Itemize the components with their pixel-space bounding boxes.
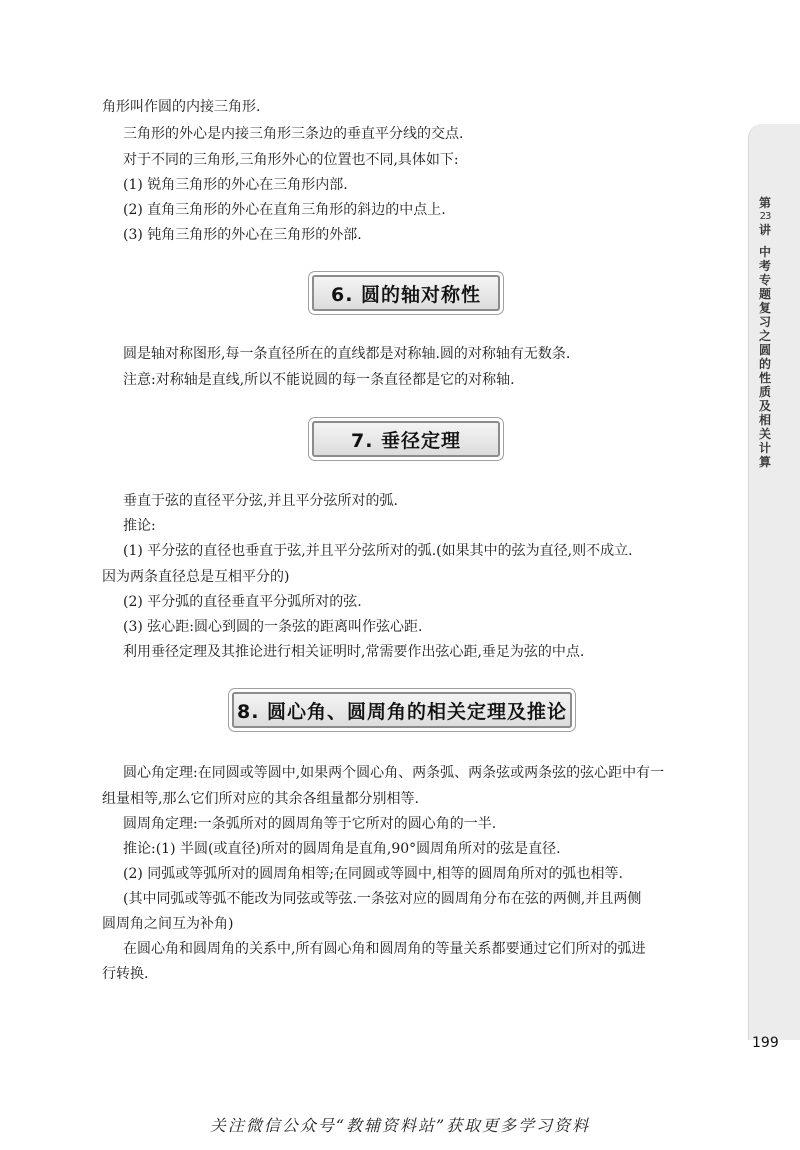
list-item: (3) 弦心距:圆心到圆的一条弦的距离叫作弦心距. [123,619,423,635]
paragraph-line: 圆周角之间互为补角) [102,916,234,932]
list-item: (2) 平分弧的直径垂直平分弧所对的弦. [123,594,362,610]
paragraph-line: 圆是轴对称图形,每一条直径所在的直线都是对称轴.圆的对称轴有无数条. [123,346,571,362]
paragraph-line: 圆心角定理:在同圆或等圆中,如果两个圆心角、两条弧、两条弦或两条弦的弦心距中有一 [123,765,665,781]
chapter-side-tab [748,124,800,1040]
paragraph-line: (其中同弧或等弧不能改为同弦或等弦.一条弦对应的圆周角分布在弦的两侧,并且两侧 [123,891,642,907]
lecture-prefix: 第 [758,196,771,210]
paragraph-line: 圆周角定理:一条弧所对的圆周角等于它所对的圆心角的一半. [123,816,497,832]
paragraph-line: 行转换. [102,966,149,982]
list-item: (3) 钝角三角形的外心在三角形的外部. [123,227,362,243]
paragraph-line: 三角形的外心是内接三角形三条边的垂直平分线的交点. [123,126,464,142]
list-item: 推论:(1) 半圆(或直径)所对的圆周角是直角,90°圆周角所对的弦是直径. [123,841,561,857]
paragraph-line: 利用垂径定理及其推论进行相关证明时,常需要作出弦心距,垂足为弦的中点. [123,644,585,660]
list-item: (1) 平分弦的直径也垂直于弦,并且平分弦所对的弧.(如果其中的弦为直径,则不成立. [123,543,633,559]
paragraph-line: 垂直于弦的直径平分弦,并且平分弦所对的弧. [123,493,398,509]
section-heading-6: 6. 圆的轴对称性 [312,275,500,311]
list-item: (2) 同弧或等弧所对的圆周角相等;在同圆或等圆中,相等的圆周角所对的弧也相等. [123,866,623,882]
page-number: 199 [752,1035,779,1051]
paragraph-line: 对于不同的三角形,三角形外心的位置也不同,具体如下: [123,152,459,168]
section-heading-8: 8. 圆心角、圆周角的相关定理及推论 [232,692,572,728]
chapter-title: 中考专题复习之圆的性质及相关计算 [758,245,771,469]
paragraph-line: 在圆心角和圆周角的关系中,所有圆心角和圆周角的等量关系都要通过它们所对的弧进 [123,941,646,957]
list-item: (2) 直角三角形的外心在直角三角形的斜边的中点上. [123,202,446,218]
section-heading-7: 7. 垂径定理 [312,421,500,457]
lecture-number: 23 [759,211,771,222]
chapter-label [758,196,772,469]
paragraph-line: 组量相等,那么它们所对应的其余各组量都分别相等. [102,791,419,807]
lecture-suffix: 讲 [758,223,771,237]
footer-promo: 关注微信公众号“教辅资料站”获取更多学习资料 [209,1116,591,1135]
note-line: 注意:对称轴是直线,所以不能说圆的每一条直径都是它的对称轴. [123,372,515,388]
paragraph-line: 推论: [123,518,156,534]
paragraph-line: 角形叫作圆的内接三角形. [102,99,261,115]
list-item: (1) 锐角三角形的外心在三角形内部. [123,177,348,193]
paragraph-line: 因为两条直径总是互相平分的) [102,569,290,585]
